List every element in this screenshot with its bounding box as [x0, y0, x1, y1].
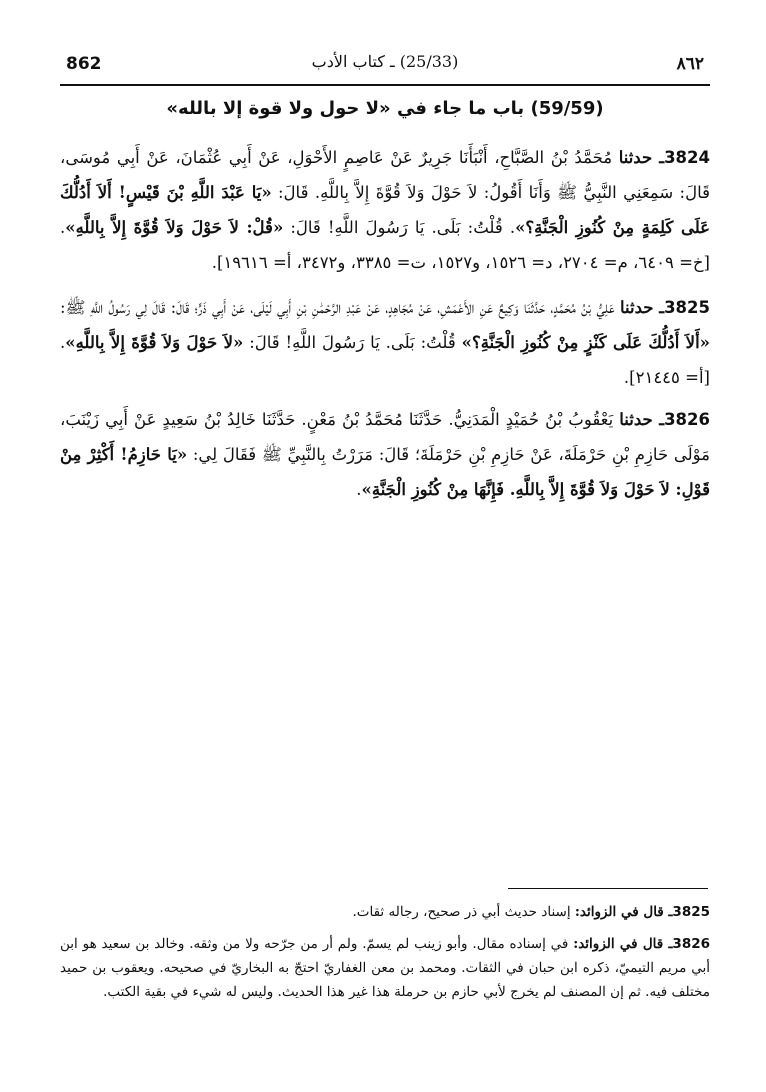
hadith-number: 3826	[664, 410, 710, 429]
hadith-text-2: . قُلْتُ: بَلَى. يَا رَسُولَ اللَّهِ! قَالَ:	[283, 218, 516, 237]
footnote-label: ـ قال في الزوائد:	[574, 904, 673, 920]
running-title: (25/33) ـ كتاب الأدب	[311, 52, 459, 71]
hadith-quote-2: «لاَ حَوْلَ وَلاَ قُوَّةَ إِلاَّ بِاللَّهِ»	[65, 333, 244, 352]
page-number-arabic: ٨٦٢	[676, 54, 704, 74]
hadith-text: يَعْقُوبُ بْنُ حُمَيْدٍ الْمَدَنِيُّ. حَدَّثَنَا مُحَمَّدُ بْنُ مَعْنٍ. حَدَّثَنَا خَالِدُ بْنُ سَعِيدٍ عَنْ أَبِي زَيْنَبَ، مَوْلَى حَازِمِ بْنِ حَرْمَلَةَ، عَنْ حَازِمِ بْنِ حَرْمَلَةَ؛ قَالَ: مَرَرْتُ بِالنَّبِيِّ ﷺ فَقَالَ لِي:	[60, 410, 710, 464]
footnote-text: إسناد حديث أبي ذر صحيح، رجاله ثقات.	[352, 904, 575, 920]
hadith-text-2: قُلْتُ: بَلَى. يَا رَسُولَ اللَّهِ! قَالَ:	[243, 333, 462, 352]
hadith-refs: . [أ= ٢١٤٤٥].	[60, 333, 710, 387]
hadith-number: 3824	[664, 148, 710, 167]
hadith-text: مُحَمَّدُ بْنُ الصَّبَّاحِ، أَنْبَأَنَا جَرِيرٌ عَنْ عَاصِمٍ الأَحْوَلِ، عَنْ أَبِي عُثْمَانَ، عَنْ أَبِي مُوسَى، قَالَ: سَمِعَنِي النَّبِيُّ ﷺ وَأَنَا أَقُولُ: لاَ حَوْلَ وَلاَ قُوَّةَ إِلاَّ بِاللَّهِ. قَالَ:	[60, 148, 710, 202]
hadith-3824	[60, 140, 710, 280]
footnote-number: 3826	[672, 936, 710, 952]
hadith-quote: «أَلاَ أَدُلُّكَ عَلَى كَنْزٍ مِنْ كُنُوزِ الْجَنَّةِ؟»	[461, 333, 710, 352]
hadith-refs: .	[356, 480, 362, 499]
hadith-lead: ـ حدثنا	[618, 148, 665, 167]
header-rule	[60, 84, 710, 86]
hadith-3826	[60, 402, 710, 507]
footnote-label: ـ قال في الزوائد:	[573, 936, 673, 952]
hadith-text: عَلِيُّ بْنُ مُحَمَّدٍ، حَدَّثَنَا وَكِيعٌ عَنِ الأَعْمَشِ، عَنْ مُجَاهِدٍ، عَنْ عَبْدِ الرَّحْمَٰنِ بْنِ أَبِي لَيْلَى، عَنْ أَبِي ذَرٍّ؛ قَالَ: قَالَ لِي رَسُولُ اللَّهِ ﷺ:	[60, 298, 620, 317]
hadith-3825	[60, 290, 710, 395]
hadith-number: 3825	[664, 298, 710, 317]
footnote-3826	[60, 932, 710, 1004]
hadith-quote: «يَا عَبْدَ اللَّهِ بْنَ قَيْسٍ! أَلاَ أَدُلُّكَ عَلَى كَلِمَةٍ مِنْ كُنُوزِ الْجَنَّةِ؟»	[60, 183, 711, 237]
hadith-lead: ـ حدثنا	[619, 410, 665, 429]
footnote-rule	[508, 888, 708, 889]
hadith-lead: ـ حدثنا	[619, 298, 665, 317]
footnote-number: 3825	[672, 904, 710, 920]
footnote-text: في إسناده مقال. وأبو زينب لم يسمّ. ولم أر من جرّحه ولا من وثقه. وخالد بن سعيد هو ابن أبي مريم التيميّ، ذكره ابن حبان في الثقات. ومحمد بن معن الغفاريّ احتجّ به البخاريّ في صحيحه. ويعقوب بن حميد مختلف فيه. ثم إن المصنف لم يخرج لأبي حازم بن حرملة هذا غير هذا الحديث. وليس له شيء في بقية الكتب.	[60, 936, 710, 1000]
hadith-quote: «يَا حَازِمُ! أَكْثِرْ مِنْ قَوْلِ: لاَ حَوْلَ وَلاَ قُوَّةَ إِلاَّ بِاللَّهِ. فَإِنَّهَا مِنْ كُنُوزِ الْجَنَّةِ»	[60, 445, 710, 499]
hadith-quote-2: «قُلْ: لاَ حَوْلَ وَلاَ قُوَّةَ إِلاَّ بِاللَّهِ»	[65, 218, 284, 237]
page-number-latin: 862	[66, 54, 102, 74]
hadith-refs: . [خ= ٦٤٠٩، م= ٢٧٠٤، د= ١٥٢٦، و١٥٢٧، ت= ٣٣٨٥، و٣٤٧٢، أ= ١٩٦١٦].	[60, 218, 710, 272]
page-header	[60, 48, 710, 82]
chapter-title: (59/59) باب ما جاء في «لا حول ولا قوة إلا بالله»	[166, 98, 604, 119]
footnote-3825	[60, 900, 710, 924]
